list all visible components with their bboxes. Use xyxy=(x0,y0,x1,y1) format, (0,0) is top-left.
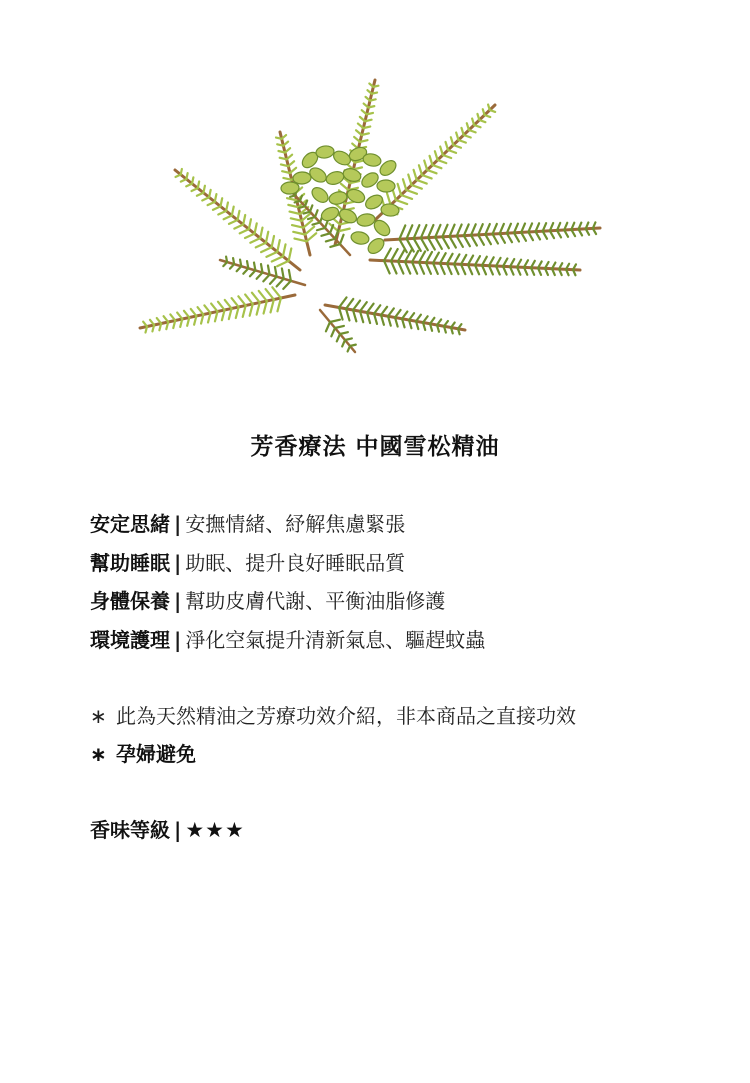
disclaimer-note xyxy=(90,697,730,735)
cedar-branch-image xyxy=(120,60,620,370)
scent-separator: | xyxy=(174,818,182,842)
benefit-separator: | xyxy=(174,627,182,652)
product-title: 芳香療法 中國雪松精油 xyxy=(250,434,500,460)
asterisk-icon: ∗ xyxy=(90,742,107,766)
benefit-item xyxy=(90,505,710,544)
benefit-label: 環境護理 xyxy=(90,627,170,652)
benefit-item xyxy=(90,544,710,583)
benefit-description: 淨化空氣提升清新氣息、驅趕蚊蟲 xyxy=(185,627,486,652)
star-rating-icon: ★★★ xyxy=(185,818,245,842)
scent-level xyxy=(90,812,245,848)
benefit-description: 助眠、提升良好睡眠品質 xyxy=(185,550,406,575)
benefit-separator: | xyxy=(174,589,182,613)
benefit-separator: | xyxy=(174,550,182,575)
benefit-label: 幫助睡眠 xyxy=(90,550,170,575)
benefit-separator: | xyxy=(174,512,182,536)
benefit-item xyxy=(90,582,710,621)
benefit-label: 安定思緒 xyxy=(90,512,170,536)
scent-label: 香味等級 xyxy=(90,818,170,842)
benefit-item xyxy=(90,621,710,660)
benefit-list xyxy=(90,505,710,659)
asterisk-icon: ∗ xyxy=(90,704,107,728)
pregnancy-warning xyxy=(90,735,730,773)
benefit-description: 安撫情緒、紓解焦慮緊張 xyxy=(185,512,406,536)
disclaimer-notes xyxy=(90,697,730,773)
warning-text: 孕婦避免 xyxy=(116,742,196,766)
benefit-label: 身體保養 xyxy=(90,589,170,613)
disclaimer-text: 此為天然精油之芳療功效介紹，非本商品之直接功效 xyxy=(116,704,576,728)
benefit-description: 幫助皮膚代謝、平衡油脂修護 xyxy=(185,589,446,613)
